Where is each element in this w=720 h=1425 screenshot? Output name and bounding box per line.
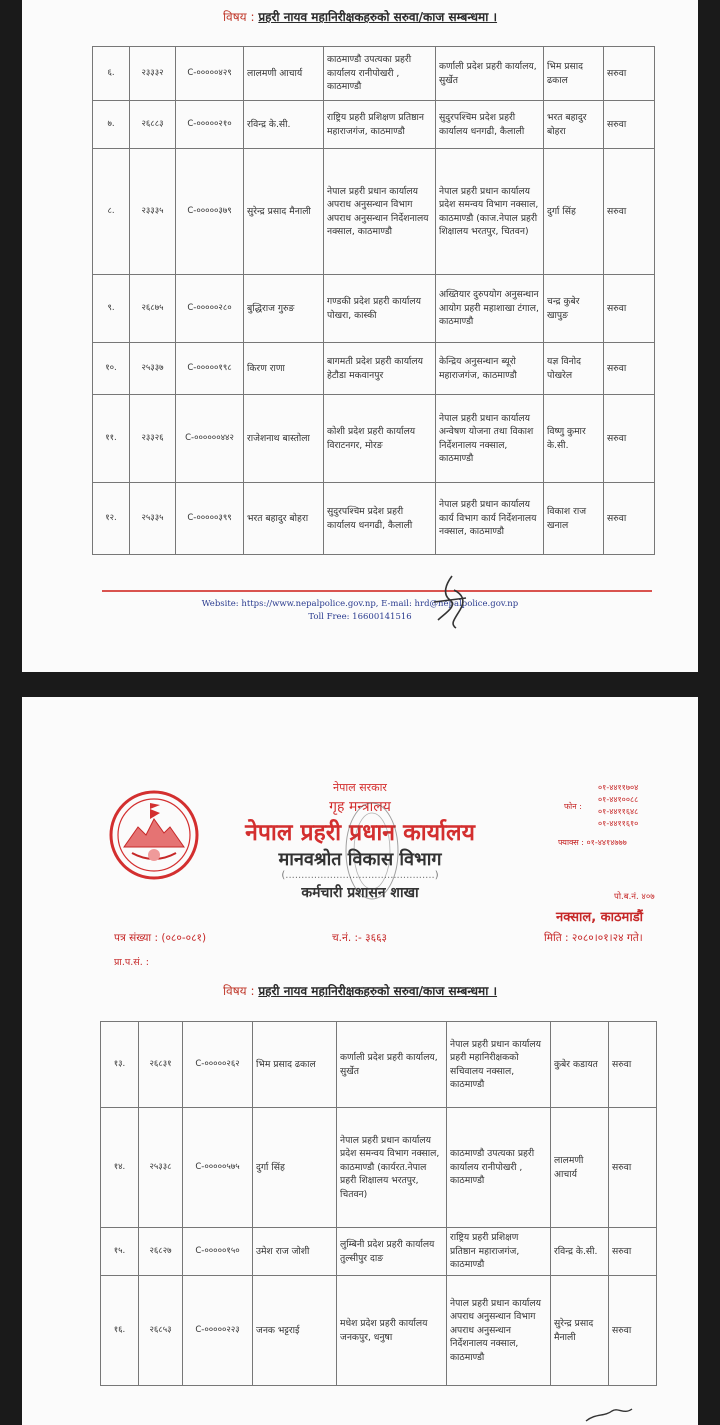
cell-code: C-०००००२२३: [183, 1276, 253, 1386]
cell-from: नेपाल प्रहरी प्रधान कार्यालय प्रदेश समन्वय विभाग नक्साल, काठमाण्डौ (कार्यरत.नेपाल प्रहरी शिक्षालय भरतपुर, चितवन): [337, 1108, 447, 1228]
subject-line-2: [22, 982, 698, 999]
cell-sn: ९.: [93, 275, 130, 343]
cell-replacement: दुर्गा सिंह: [544, 149, 604, 275]
cell-action: सरुवा: [604, 483, 655, 555]
footer-website[interactable]: Website: https://www.nepalpolice.gov.np, E-mail: hrd@nepalpolice.gov.np: [201, 599, 519, 609]
letter-number: पत्र संख्या : (०८०-०८१): [114, 932, 207, 944]
cell-name: दुर्गा सिंह: [253, 1108, 337, 1228]
cell-id: २६८२७: [139, 1228, 183, 1276]
table-row: [93, 483, 655, 555]
pobox: पो.ब.नं. ४०७: [614, 892, 655, 902]
cell-replacement: भिम प्रसाद ढकाल: [544, 47, 604, 101]
cell-from: कर्णाली प्रदेश प्रहरी कार्यालय, सुर्खेत: [337, 1022, 447, 1108]
cell-action: सरुवा: [609, 1276, 657, 1386]
cell-id: २६८५३: [139, 1276, 183, 1386]
cell-id: २५३३८: [139, 1108, 183, 1228]
cell-replacement: विकाश राज खनाल: [544, 483, 604, 555]
table-row: [101, 1276, 657, 1386]
department-blank: (...............................................): [281, 870, 439, 881]
cell-name: बुद्धिराज गुरुङ: [244, 275, 324, 343]
cell-id: २३३२६: [130, 395, 176, 483]
office-stamp: [344, 799, 400, 903]
govt-line: नेपाल सरकार: [333, 781, 387, 794]
dispatch-number: च.नं. :- ३६६३: [332, 932, 388, 944]
cell-replacement: भरत बहादुर बोहरा: [544, 101, 604, 149]
cell-code: C-०००००५७५: [183, 1108, 253, 1228]
cell-id: २३३३५: [130, 149, 176, 275]
table-row: [101, 1108, 657, 1228]
table-row: [93, 149, 655, 275]
phone-number: ०१-४४१००८८: [598, 795, 639, 804]
phone-label: फोन :: [564, 802, 582, 811]
cell-name: लालमणी आचार्य: [244, 47, 324, 101]
cell-replacement: लालमणी आचार्य: [551, 1108, 609, 1228]
branch-title: कर्मचारी प्रशासन शाखा: [301, 885, 419, 901]
cell-sn: १०.: [93, 343, 130, 395]
footer-contact: [22, 598, 698, 624]
subject-line: [22, 8, 698, 25]
phone-number: ०१-४४११७०४: [598, 783, 639, 792]
cell-from: राष्ट्रिय प्रहरी प्रशिक्षण प्रतिष्ठान महाराजगंज, काठमाण्डौ: [324, 101, 436, 149]
subject-text: प्रहरी नायव महानिरीक्षकहरुको सरुवा/काज सम्बन्धमा ।: [258, 10, 498, 24]
cell-replacement: कुबेर कडायत: [551, 1022, 609, 1108]
cell-action: सरुवा: [604, 395, 655, 483]
cell-from: सुदुरपश्चिम प्रदेश प्रहरी कार्यालय धनगढी, कैलाली: [324, 483, 436, 555]
cell-name: जनक भट्टराई: [253, 1276, 337, 1386]
document-page-2: [22, 697, 698, 1425]
cell-sn: १३.: [101, 1022, 139, 1108]
department-title: मानवश्रोत विकास विभाग: [278, 849, 442, 870]
cell-name: राजेशनाथ बास्तोला: [244, 395, 324, 483]
subject-label: विषय :: [222, 10, 255, 24]
cell-code: C-०००००१५०: [183, 1228, 253, 1276]
cell-action: सरुवा: [609, 1228, 657, 1276]
cell-to: नेपाल प्रहरी प्रधान कार्यालय अन्वेषण योजना तथा विकाश निर्देशनालय नक्साल, काठमाण्डौ: [436, 395, 544, 483]
cell-replacement: यज्ञ विनोद पोखरेल: [544, 343, 604, 395]
cell-sn: १६.: [101, 1276, 139, 1386]
footer-tollfree: Toll Free: 16600141516: [308, 612, 412, 622]
cell-from: गण्डकी प्रदेश प्रहरी कार्यालय पोखरा, कास्की: [324, 275, 436, 343]
cell-to: नेपाल प्रहरी प्रधान कार्यालय प्रदेश समन्वय विभाग नक्साल, काठमाण्डौ (काज.नेपाल प्रहरी शिक्षालय भरतपुर, चितवन): [436, 149, 544, 275]
table-row: [93, 101, 655, 149]
cell-to: केन्द्रिय अनुसन्धान ब्यूरो महाराजगंज, काठमाण्डौ: [436, 343, 544, 395]
cell-sn: ६.: [93, 47, 130, 101]
cell-replacement: सुरेन्द्र प्रसाद मैनाली: [551, 1276, 609, 1386]
cell-id: २३३३२: [130, 47, 176, 101]
cell-sn: १५.: [101, 1228, 139, 1276]
cell-replacement: विष्णु कुमार के.सी.: [544, 395, 604, 483]
cell-action: सरुवा: [604, 149, 655, 275]
cell-to: नेपाल प्रहरी प्रधान कार्यालय प्रहरी महानिरीक्षकको सचिवालय नक्साल, काठमाण्डौ: [447, 1022, 551, 1108]
table-row: [101, 1228, 657, 1276]
table-row: [93, 47, 655, 101]
signature-partial: [582, 1403, 642, 1425]
cell-action: सरुवा: [609, 1108, 657, 1228]
cell-sn: ७.: [93, 101, 130, 149]
cell-name: उमेश राज जोशी: [253, 1228, 337, 1276]
cell-sn: १४.: [101, 1108, 139, 1228]
subject-label-2: विषय :: [222, 984, 255, 998]
cell-to: राष्ट्रिय प्रहरी प्रशिक्षण प्रतिष्ठान महाराजगंज, काठमाण्डौ: [447, 1228, 551, 1276]
cell-to: कर्णाली प्रदेश प्रहरी कार्यालय, सुर्खेत: [436, 47, 544, 101]
fax-number: फ्याक्स : ०१-४४१४७७७: [558, 838, 627, 847]
cell-id: २५३३७: [130, 343, 176, 395]
cell-sn: ११.: [93, 395, 130, 483]
cell-code: C-०००००२८०: [176, 275, 244, 343]
document-page-1: [22, 0, 698, 672]
cell-action: सरुवा: [609, 1022, 657, 1108]
cell-from: काठमाण्डौ उपत्यका प्रहरी कार्यालय रानीपोखरी , काठमाण्डौ: [324, 47, 436, 101]
cell-id: २६८७५: [130, 275, 176, 343]
cell-replacement: रविन्द्र के.सी.: [551, 1228, 609, 1276]
cell-name: रविन्द्र के.सी.: [244, 101, 324, 149]
cell-code: C-०००००३९९: [176, 483, 244, 555]
cell-replacement: चन्द्र कुबेर खापुङ: [544, 275, 604, 343]
location: नक्साल, काठमाडौं: [556, 910, 644, 925]
cell-name: भरत बहादुर बोहरा: [244, 483, 324, 555]
cell-to: काठमाण्डौ उपत्यका प्रहरी कार्यालय रानीपोखरी , काठमाण्डौ: [447, 1108, 551, 1228]
cell-to: नेपाल प्रहरी प्रधान कार्यालय कार्य विभाग कार्य निर्देशनालय नक्साल, काठमाण्डौ: [436, 483, 544, 555]
office-title: नेपाल प्रहरी प्रधान कार्यालय: [245, 820, 475, 846]
table-row: [93, 395, 655, 483]
cell-from: नेपाल प्रहरी प्रधान कार्यालय अपराध अनुसन्धान विभाग अपराध अनुसन्धान निर्देशनालय नक्साल, काठमाण्डौ: [324, 149, 436, 275]
cell-name: किरण राणा: [244, 343, 324, 395]
phone-list: [598, 782, 638, 830]
cell-from: मधेश प्रदेश प्रहरी कार्यालय जनकपुर, धनुषा: [337, 1276, 447, 1386]
cell-id: २५३३५: [130, 483, 176, 555]
transfer-table-page-2: [100, 1021, 657, 1386]
cell-id: २६८८३: [130, 101, 176, 149]
cell-from: लुम्बिनी प्रदेश प्रहरी कार्यालय तुल्सीपुर दाङ: [337, 1228, 447, 1276]
cell-name: भिम प्रसाद ढकाल: [253, 1022, 337, 1108]
cell-from: बागमती प्रदेश प्रहरी कार्यालय हेटौडा मकवानपुर: [324, 343, 436, 395]
phone-number: ०१-४४११६१०: [598, 819, 639, 828]
cell-action: सरुवा: [604, 275, 655, 343]
cell-to: सुदुरपश्चिम प्रदेश प्रहरी कार्यालय धनगढी, कैलाली: [436, 101, 544, 149]
cell-action: सरुवा: [604, 343, 655, 395]
footer-divider: [102, 590, 652, 592]
subject-text-2: प्रहरी नायव महानिरीक्षकहरुको सरुवा/काज सम्बन्धमा ।: [258, 984, 498, 998]
cell-code: C-००००००४४२: [176, 395, 244, 483]
letter-date: मिति : २०८०।०१।२४ गते।: [544, 932, 643, 944]
cell-sn: १२.: [93, 483, 130, 555]
cell-to: अख्तियार दुरुपयोग अनुसन्धान आयोग प्रहरी महाशाखा टंगाल, काठमाण्डौ: [436, 275, 544, 343]
table-row: [93, 343, 655, 395]
phone-number: ०१-४४११६४८: [598, 807, 639, 816]
ministry-line: गृह मन्त्रालय: [329, 799, 391, 815]
cell-sn: ८.: [93, 149, 130, 275]
signature: [424, 570, 474, 632]
cell-code: C-०००००४२९: [176, 47, 244, 101]
cell-to: नेपाल प्रहरी प्रधान कार्यालय अपराध अनुसन्धान विभाग अपराध अनुसन्धान निर्देशनालय नक्साल, काठमाण्डौ: [447, 1276, 551, 1386]
pra-pa-number: प्रा.प.सं. :: [114, 957, 149, 968]
cell-id: २६८३१: [139, 1022, 183, 1108]
cell-action: सरुवा: [604, 101, 655, 149]
cell-name: सुरेन्द्र प्रसाद मैनाली: [244, 149, 324, 275]
cell-code: C-०००००२१०: [176, 101, 244, 149]
table-row: [101, 1022, 657, 1108]
table-row: [93, 275, 655, 343]
cell-action: सरुवा: [604, 47, 655, 101]
cell-code: C-०००००३७९: [176, 149, 244, 275]
cell-code: C-०००००२६२: [183, 1022, 253, 1108]
cell-code: C-०००००१९८: [176, 343, 244, 395]
transfer-table-page-1: [92, 46, 655, 555]
cell-from: कोशी प्रदेश प्रहरी कार्यालय विराटनगर, मोरङ: [324, 395, 436, 483]
